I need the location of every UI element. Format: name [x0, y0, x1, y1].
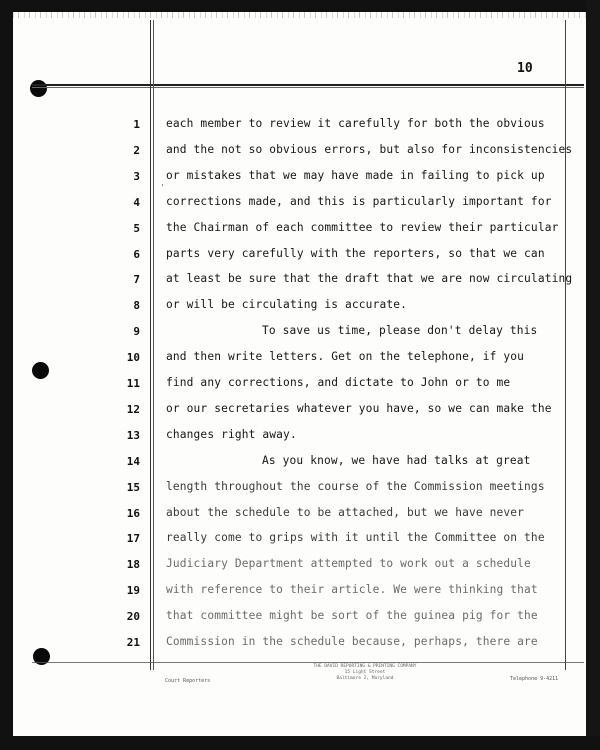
transcript-line: To save us time, please don't delay this [262, 324, 538, 338]
punch-hole-top [30, 80, 47, 97]
scan-border-bottom [0, 736, 600, 750]
line-number: 15 [126, 480, 140, 494]
transcript-line: the Chairman of each committee to review their particular [166, 220, 559, 234]
header-rule [32, 84, 584, 86]
line-number: 1 [133, 118, 140, 131]
scan-border-left [0, 0, 13, 750]
transcript-line: or will be circulating is accurate. [166, 298, 407, 312]
line-number: 9 [133, 325, 140, 339]
line-number: 21 [126, 636, 140, 649]
transcript-line: find any corrections, and dictate to John or to me [166, 376, 511, 389]
header-rule-secondary [32, 87, 584, 88]
footer-company-name: THE DAVID REPORTING & PRINTING COMPANY [313, 664, 417, 669]
transcript-line: length throughout the course of the Commission meetings [166, 479, 545, 493]
line-number: 11 [126, 377, 140, 390]
footer-right-label: Telephone 9-4211 [510, 676, 559, 682]
transcript-line: really come to grips with it until the Committee on the [166, 531, 545, 545]
transcript-line: about the schedule to be attached, but we have never [166, 505, 525, 519]
line-number: 7 [133, 273, 140, 287]
line-number: 13 [126, 428, 140, 442]
footer-company-city: Baltimore 2, Maryland [336, 676, 394, 681]
line-number: 2 [133, 143, 140, 157]
line-number: 16 [126, 506, 140, 520]
scan-border-top [0, 0, 600, 12]
line-number: 3 [133, 169, 140, 183]
punch-hole-middle [32, 362, 49, 379]
transcript-line: changes right away. [166, 427, 297, 441]
transcript-line: and the not so obvious errors, but also for inconsistencies [166, 142, 573, 156]
transcript-line: corrections made, and this is particularly important for [166, 194, 552, 208]
right-margin-rule [565, 20, 566, 670]
line-number: 4 [133, 195, 140, 209]
line-number: 10 [126, 351, 140, 365]
scan-noise-strip [13, 12, 586, 18]
line-number: 6 [133, 247, 140, 261]
line-number: 8 [133, 299, 140, 313]
left-margin-rule [150, 20, 151, 670]
transcript-line: at least be sure that the draft that we are now circulating [166, 272, 573, 286]
line-number: 12 [126, 402, 140, 416]
scan-border-right [586, 0, 600, 750]
footer-company-street: 15 Light Street [344, 670, 386, 675]
left-margin-rule-secondary [153, 20, 154, 670]
line-number: 20 [126, 610, 140, 624]
line-number: 18 [126, 558, 140, 572]
transcript-line: that committee might be sort of the guinea pig for the [166, 609, 538, 623]
footer-left-label: Court Reporters [165, 678, 211, 684]
transcript-line: each member to review it carefully for both the obvious [166, 117, 545, 130]
transcript-line: with reference to their article. We were thinking that [166, 583, 538, 597]
transcript-line: or our secretaries whatever you have, so we can make the [166, 401, 552, 415]
transcript-line: parts very carefully with the reporters, so that we can [166, 246, 545, 260]
transcript-line: or mistakes that we may have made in failing to pick up [166, 168, 545, 182]
transcript-line: As you know, we have had talks at great [262, 453, 531, 467]
line-number: 14 [126, 454, 140, 468]
line-number: 19 [126, 584, 140, 598]
transcript-line: and then write letters. Get on the telephone, if you [166, 350, 525, 364]
footer-rule [32, 662, 584, 663]
transcript-line: Judiciary Department attempted to work out a schedule [166, 557, 531, 571]
margin-tick-mark: ' [160, 183, 165, 192]
footer-company-block [295, 664, 435, 682]
page-number: 10 [517, 61, 533, 76]
transcript-line: Commission in the schedule because, perhaps, there are [166, 635, 538, 648]
line-number: 5 [133, 221, 140, 235]
line-number: 17 [126, 532, 140, 546]
